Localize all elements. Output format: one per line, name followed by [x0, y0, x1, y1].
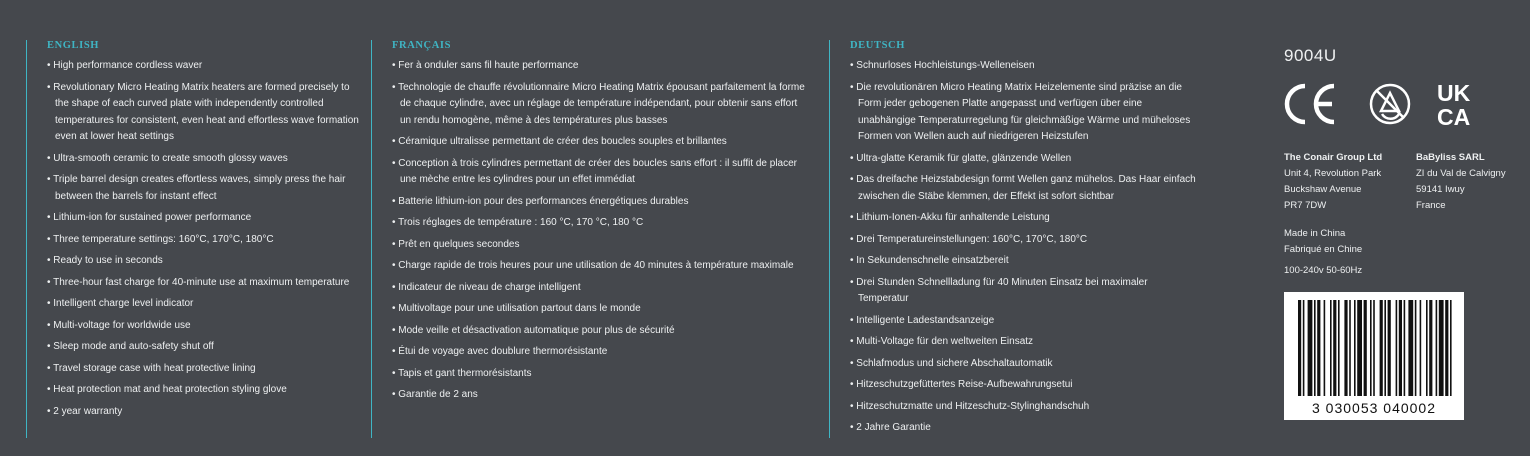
uk-address: [1284, 150, 1382, 214]
barcode-bar: [1415, 300, 1417, 396]
list-item: • Tapis et gant thermorésistants: [392, 366, 811, 383]
list-item: • Heat protection mat and heat protection styling glove: [47, 382, 362, 399]
list-item: • Multivoltage pour une utilisation partout dans le monde: [392, 301, 811, 318]
barcode-bar: [1364, 300, 1367, 396]
barcode-bar: [1308, 300, 1313, 396]
barcode-bar: [1426, 300, 1428, 396]
barcode-bars: [1298, 300, 1452, 396]
fr-company-name: BaByliss SARL: [1416, 152, 1485, 163]
barcode-bar: [1373, 300, 1375, 396]
list-item: • Das dreifache Heizstabdesign formt Wellen ganz mühelos. Das Haar einfach zwischen die Stäbe klemmen, der Effekt ist sofort sichtbar: [850, 172, 1199, 205]
list-item: • Die revolutionären Micro Heating Matrix Heizelemente sind präzise an die Form jeder gebogenen Platte angepasst und verfügen über eine unabhängige Temperaturregelung für gleichmäßige Wärme und müheloses Formen von Wellen auch auf niedrigeren Heizstufen: [850, 80, 1199, 146]
list-item: • Lithium-Ionen-Akku für anhaltende Leistung: [850, 210, 1199, 227]
barcode-bar: [1324, 300, 1326, 396]
barcode-bar: [1338, 300, 1340, 396]
barcode-bar: [1314, 300, 1316, 396]
french-heading: FRANÇAIS: [392, 40, 452, 51]
german-feature-list: [850, 58, 1199, 437]
certification-marks-svg: [1284, 80, 1471, 130]
list-item: • Batterie lithium-ion pour des performances énergétiques durables: [392, 194, 811, 211]
english-heading: ENGLISH: [47, 40, 100, 51]
list-item: • Drei Stunden Schnellladung für 40 Minuten Einsatz bei maximaler Temperatur: [850, 275, 1199, 308]
french-feature-list: [392, 58, 811, 404]
list-item: • Three temperature settings: 160°C, 170°C, 180°C: [47, 232, 362, 249]
list-item: • Travel storage case with heat protective lining: [47, 361, 362, 378]
barcode-bar: [1445, 300, 1448, 396]
ukca-mark-icon: [1437, 80, 1471, 130]
certification-marks: [1284, 80, 1471, 130]
uk-company-name: The Conair Group Ltd: [1284, 152, 1383, 163]
ukca-top-text: UK: [1437, 80, 1471, 106]
made-in-french: Fabriqué en Chine: [1284, 244, 1363, 255]
barcode-bar: [1450, 300, 1452, 396]
barcode-bar: [1349, 300, 1351, 396]
list-item: • Trois réglages de température : 160 °C, 170 °C, 180 °C: [392, 215, 811, 232]
list-item: • Ultra-smooth ceramic to create smooth glossy waves: [47, 151, 362, 168]
barcode-bar: [1429, 300, 1432, 396]
list-item: • Indicateur de niveau de charge intelligent: [392, 280, 811, 297]
list-item: • Sleep mode and auto-safety shut off: [47, 339, 362, 356]
list-item: • Multi-voltage for worldwide use: [47, 318, 362, 335]
barcode-bar: [1354, 300, 1356, 396]
barcode-bar: [1408, 300, 1413, 396]
list-item: • Lithium-ion for sustained power performance: [47, 210, 362, 227]
made-in-english: Made in China: [1284, 228, 1346, 239]
address-line: ZI du Val de Calvigny: [1416, 168, 1506, 179]
english-feature-list: [47, 58, 362, 420]
barcode-bar: [1344, 300, 1347, 396]
list-item: • 2 year warranty: [47, 404, 362, 421]
list-item: • Triple barrel design creates effortless waves, simply press the hair between the barrels for instant effect: [47, 172, 362, 205]
list-item: • Garantie de 2 ans: [392, 387, 811, 404]
ce-mark-icon: [1287, 86, 1334, 122]
model-number: 9004U: [1284, 46, 1337, 65]
voltage-rating: 100-240v 50-60Hz: [1284, 265, 1363, 276]
list-item: • Ready to use in seconds: [47, 253, 362, 270]
barcode-bar: [1404, 300, 1406, 396]
list-item: • 2 Jahre Garantie: [850, 420, 1199, 437]
list-item: • Drei Temperatureinstellungen: 160°C, 170°C, 180°C: [850, 232, 1199, 249]
list-item: • In Sekundenschnelle einsatzbereit: [850, 253, 1199, 270]
address-line: Buckshaw Avenue: [1284, 184, 1362, 195]
barcode-number: 3 030053 040002: [1312, 400, 1436, 416]
barcode-bar: [1388, 300, 1391, 396]
list-item: • Conception à trois cylindres permettant de créer des boucles sans effort : il suffit de placer une mèche entre les cylindres pour un effet immédiat: [392, 156, 811, 189]
barcode-bar: [1330, 300, 1332, 396]
list-item: • Technologie de chauffe révolutionnaire Micro Heating Matrix épousant parfaitement la forme de chaque cylindre, avec un réglage de température indépendant, pour obtenir sans effort un rendu homogène, même à des températures plus basses: [392, 80, 811, 130]
list-item: • Intelligent charge level indicator: [47, 296, 362, 313]
list-item: • Ultra-glatte Keramik für glatte, glänzende Wellen: [850, 151, 1199, 168]
barcode: [1284, 292, 1464, 420]
german-column: [829, 40, 1199, 438]
barcode-bar: [1436, 300, 1438, 396]
address-line: Unit 4, Revolution Park: [1284, 168, 1382, 179]
list-item: • Multi-Voltage für den weltweiten Einsatz: [850, 334, 1199, 351]
barcode-bar: [1333, 300, 1336, 396]
list-item: • Schnurloses Hochleistungs-Welleneisen: [850, 58, 1199, 75]
list-item: • Fer à onduler sans fil haute performance: [392, 58, 811, 75]
barcode-bar: [1303, 300, 1305, 396]
list-item: • Étui de voyage avec doublure thermorésistante: [392, 344, 811, 361]
list-item: • Mode veille et désactivation automatique pour plus de sécurité: [392, 323, 811, 340]
list-item: • Hitzeschutzmatte und Hitzeschutz-Stylinghandschuh: [850, 399, 1199, 416]
barcode-bar: [1298, 300, 1301, 396]
list-item: • Prêt en quelques secondes: [392, 237, 811, 254]
address-line: France: [1416, 200, 1446, 211]
french-column: [371, 40, 811, 438]
list-item: • Schlafmodus und sichere Abschaltautomatik: [850, 356, 1199, 373]
address-line: PR7 7DW: [1284, 200, 1327, 211]
list-item: • Intelligente Ladestandsanzeige: [850, 313, 1199, 330]
barcode-svg: [1284, 292, 1464, 420]
barcode-bar: [1396, 300, 1398, 396]
barcode-bar: [1370, 300, 1372, 396]
barcode-bar: [1317, 300, 1320, 396]
fr-address: [1416, 150, 1506, 214]
address-line: 59141 Iwuy: [1416, 184, 1465, 195]
barcode-bar: [1399, 300, 1402, 396]
barcode-bar: [1380, 300, 1383, 396]
list-item: • Three-hour fast charge for 40-minute use at maximum temperature: [47, 275, 362, 292]
barcode-bar: [1357, 300, 1362, 396]
list-item: • Revolutionary Micro Heating Matrix heaters are formed precisely to the shape of each curved plate with independently controlled temperatures for consistent, even heat and effortless wave formation even at lower heat settings: [47, 80, 362, 146]
barcode-bar: [1420, 300, 1422, 396]
list-item: • Hitzeschutzgefüttertes Reise-Aufbewahrungsetui: [850, 377, 1199, 394]
recycling-icon: [1371, 85, 1409, 123]
english-column: [26, 40, 362, 438]
list-item: • Céramique ultralisse permettant de créer des boucles souples et brillantes: [392, 134, 811, 151]
german-heading: DEUTSCH: [850, 40, 905, 51]
barcode-bar: [1384, 300, 1386, 396]
list-item: • Charge rapide de trois heures pour une utilisation de 40 minutes à température maximale: [392, 258, 811, 275]
barcode-bar: [1439, 300, 1444, 396]
ukca-bottom-text: CA: [1437, 104, 1471, 130]
list-item: • High performance cordless waver: [47, 58, 362, 75]
